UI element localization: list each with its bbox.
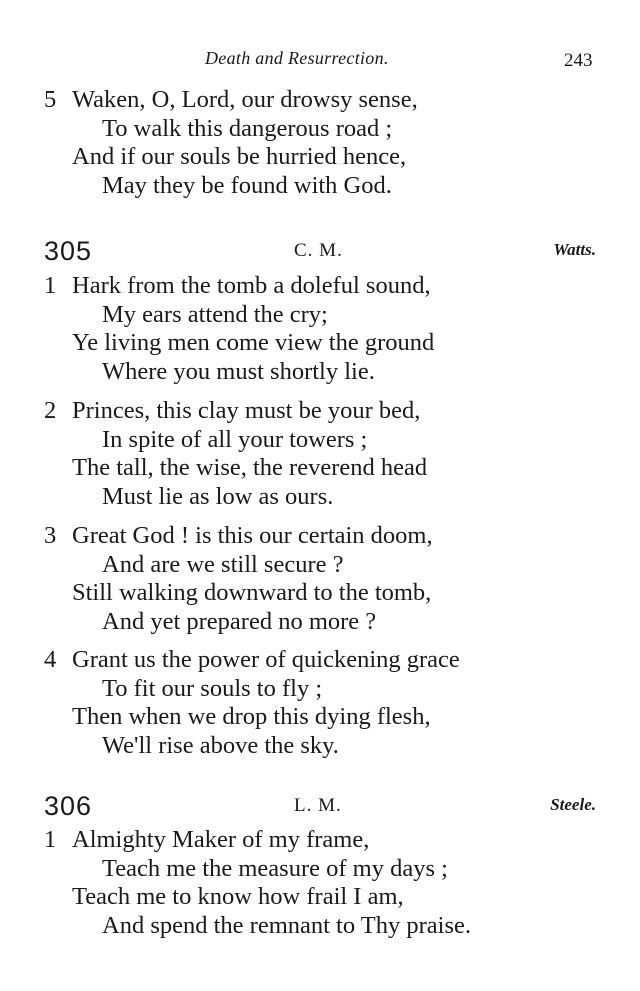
verse-line: Then when we drop this dying flesh, [72,703,431,730]
hymn-meter: L. M. [294,795,342,816]
verse-line: 1 Hark from the tomb a doleful sound, [44,272,431,299]
stanza-number: 1 [44,826,57,853]
stanza-number: 4 [44,646,57,673]
verse-line: We'll rise above the sky. [102,731,339,759]
verse-line: 5 Waken, O, Lord, our drowsy sense, [44,86,418,113]
verse-line: Teach me to know how frail I am, [72,883,404,910]
verse-line: In spite of all your towers ; [102,425,368,453]
hymn-author: Watts. [553,240,596,259]
page-header [0,48,640,76]
verse-line: Where you must shortly lie. [102,357,375,385]
running-title: Death and Resurrection. [205,48,389,68]
verse-line: And yet prepared no more ? [102,607,377,635]
verse-line: To fit our souls to fly ; [102,674,323,702]
verse-line: And if our souls be hurried hence, [72,143,407,170]
hymn-heading [0,238,640,268]
stanza-number: 3 [44,522,57,549]
verse-line: Ye living men come view the ground [72,329,435,356]
verse-line: May they be found with God. [102,171,392,199]
stanza [0,522,640,636]
hymn-number: 306 [44,791,93,821]
verse-line: 3 Great God ! is this our certain doom, [44,522,433,549]
hymn-heading [0,793,640,823]
hymn-meter: C. M. [294,240,343,261]
stanza [0,86,640,200]
verse-line: And spend the remnant to Thy praise. [102,911,472,939]
stanza-number: 2 [44,397,57,424]
hymn-author: Steele. [550,795,596,814]
stanza [0,646,640,760]
verse-line: My ears attend the cry; [102,300,328,328]
stanza [0,272,640,386]
stanza-number: 5 [44,86,57,113]
hymn-number: 305 [44,236,93,266]
verse-line: 1 Almighty Maker of my frame, [44,826,370,853]
stanza [0,397,640,511]
verse-line: Must lie as low as ours. [102,482,334,510]
verse-line: To walk this dangerous road ; [102,114,393,142]
verse-line: The tall, the wise, the reverend head [72,454,428,481]
verse-line: Still walking downward to the tomb, [72,579,432,606]
stanza [0,826,640,940]
page-number: 243 [564,50,593,71]
verse-line: 2 Princes, this clay must be your bed, [44,397,421,424]
stanza-number: 1 [44,272,57,299]
verse-line: Teach me the measure of my days ; [102,854,448,882]
verse-line: And are we still secure ? [102,550,344,578]
verse-line: 4 Grant us the power of quickening grace [44,646,460,673]
